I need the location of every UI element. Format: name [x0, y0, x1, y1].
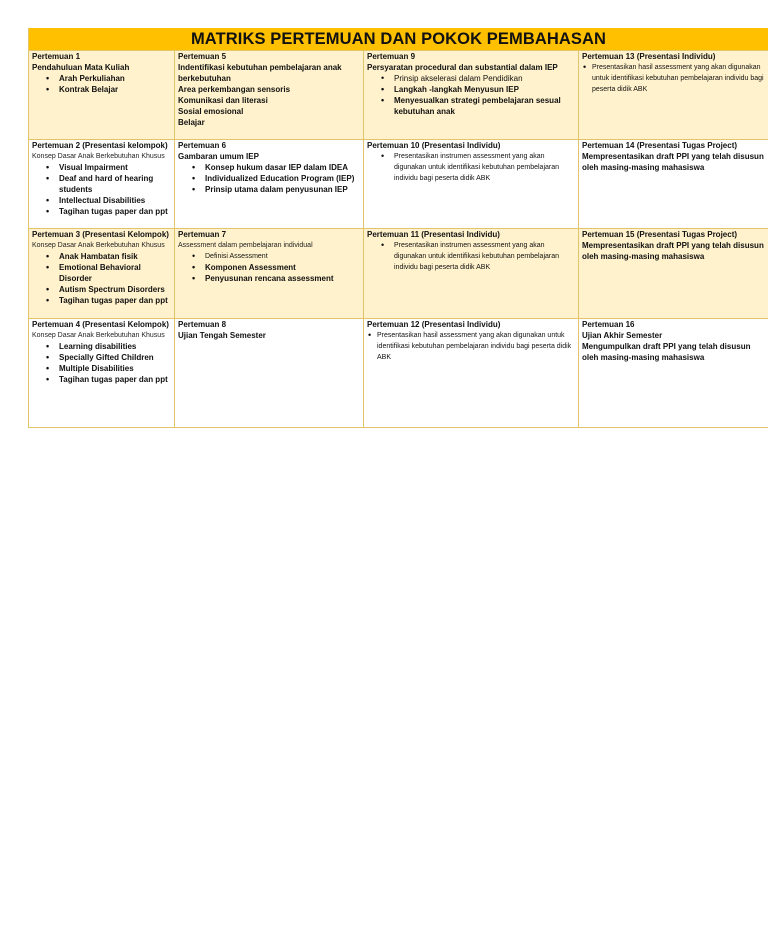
list-item: • Anak Hambatan fisik — [59, 251, 171, 262]
meeting-header: Pertemuan 2 (Presentasi kelompok) — [32, 141, 168, 150]
list-item: • Konsep hukum dasar IEP dalam IDEA — [205, 162, 360, 173]
list-item: • Prinsip utama dalam penyusunan IEP — [205, 184, 360, 195]
topic-list — [367, 330, 575, 363]
list-item: • Learning disabilities — [59, 341, 171, 352]
meeting-matrix-table — [28, 50, 768, 428]
meeting-topic: Ujian Akhir Semester — [582, 331, 663, 340]
topic-list — [178, 262, 360, 284]
list-item: • Emotional Behavioral Disorder — [59, 262, 171, 284]
list-item: • Penyusunan rencana assessment — [205, 273, 360, 284]
topic-list — [32, 341, 171, 385]
list-item: • Tagihan tugas paper dan ppt — [59, 295, 171, 306]
meeting-header: Pertemuan 12 (Presentasi Individu) — [367, 320, 501, 329]
page-title: MATRIKS PERTEMUAN DAN POKOK PEMBAHASAN — [28, 28, 768, 50]
meeting-header: Pertemuan 10 (Presentasi Individu) — [367, 141, 501, 150]
topic-list — [32, 162, 171, 217]
list-item: • Visual Impairment — [59, 162, 171, 173]
meeting-cell-11 — [364, 229, 579, 319]
list-item: • Intellectual Disabilities — [59, 195, 171, 206]
topic-list — [367, 240, 575, 273]
meeting-topic: Mempresentasikan draft PPI yang telah disusun oleh masing-masing mahasiswa — [582, 241, 764, 261]
meeting-cell-1 — [29, 51, 175, 140]
table-row — [29, 51, 768, 140]
meeting-cell-13 — [579, 51, 768, 140]
meeting-cell-16 — [579, 319, 768, 428]
list-item: • Definisi Assessment — [205, 251, 360, 262]
meeting-subtopic: Konsep Dasar Anak Berkebutuhan Khusus — [32, 153, 165, 160]
meeting-subtopic: Konsep Dasar Anak Berkebutuhan Khusus — [32, 242, 165, 249]
meeting-cell-8 — [175, 319, 364, 428]
meeting-cell-6 — [175, 140, 364, 229]
meeting-cell-5 — [175, 51, 364, 140]
list-item: • Arah Perkuliahan — [59, 73, 171, 84]
meeting-cell-2 — [29, 140, 175, 229]
meeting-topic: Mempresentasikan draft PPI yang telah disusun oleh masing-masing mahasiswa — [582, 152, 764, 172]
meeting-header: Pertemuan 16 — [582, 320, 635, 329]
meeting-header: Pertemuan 1 — [32, 52, 81, 61]
topic-list — [582, 62, 765, 95]
topic-list — [32, 251, 171, 306]
meeting-topic: Ujian Tengah Semester — [178, 331, 266, 340]
list-item: • Tagihan tugas paper dan ppt — [59, 374, 171, 385]
meeting-topic: Komunikasi dan literasi — [178, 96, 268, 105]
list-item: • Deaf and hard of hearing students — [59, 173, 171, 195]
meeting-header: Pertemuan 4 (Presentasi Kelompok) — [32, 320, 169, 329]
meeting-topic: Sosial emosional — [178, 107, 244, 116]
meeting-topic: Persyaratan procedural dan substantial dalam IEP — [367, 63, 558, 72]
meeting-topic: Gambaran umum IEP — [178, 152, 259, 161]
meeting-header: Pertemuan 3 (Presentasi Kelompok) — [32, 230, 169, 239]
meeting-topic: Mengumpulkan draft PPI yang telah disusun oleh masing-masing mahasiswa — [582, 342, 751, 362]
topic-list — [367, 84, 575, 117]
meeting-cell-3 — [29, 229, 175, 319]
meeting-cell-9 — [364, 51, 579, 140]
list-item: • Komponen Assessment — [205, 262, 360, 273]
list-item: • Individualized Education Program (IEP) — [205, 173, 360, 184]
meeting-header: Pertemuan 9 — [367, 52, 416, 61]
list-item: • Langkah -langkah Menyusun IEP — [394, 84, 575, 95]
meeting-header: Pertemuan 15 (Presentasi Tugas Project) — [582, 230, 738, 239]
meeting-cell-4 — [29, 319, 175, 428]
document-page — [28, 28, 768, 428]
meeting-header: Pertemuan 5 — [178, 52, 227, 61]
list-item: • Presentasikan instrumen assessment yang akan digunakan untuk identifikasi kebutuhan pembelajaran individu bagi peserta didik ABK — [394, 240, 575, 273]
meeting-cell-12 — [364, 319, 579, 428]
table-row — [29, 319, 768, 428]
meeting-cell-15 — [579, 229, 768, 319]
topic-list — [32, 73, 171, 95]
meeting-header: Pertemuan 8 — [178, 320, 227, 329]
meeting-subtopic: Assessment dalam pembelajaran individual — [178, 242, 313, 249]
meeting-topic: Indentifikasi kebutuhan pembelajaran anak berkebutuhan — [178, 63, 342, 83]
meeting-header: Pertemuan 11 (Presentasi Individu) — [367, 230, 500, 239]
meeting-cell-7 — [175, 229, 364, 319]
list-item: • Presentasikan hasil assessment yang akan digunakan untuk identifikasi kebutuhan pembelajaran individu bagi peserta didik ABK — [377, 330, 575, 363]
list-item: • Kontrak Belajar — [59, 84, 171, 95]
topic-list — [178, 251, 360, 262]
list-item: • Menyesualkan strategi pembelajaran sesual kebutuhan anak — [394, 95, 575, 117]
list-item: • Specially Gifted Children — [59, 352, 171, 363]
meeting-header: Pertemuan 14 (Presentasi Tugas Project) — [582, 141, 738, 150]
topic-list — [367, 151, 575, 184]
list-item: • Multiple Disabilities — [59, 363, 171, 374]
meeting-header: Pertemuan 6 — [178, 141, 227, 150]
meeting-cell-14 — [579, 140, 768, 229]
meeting-header: Pertemuan 7 — [178, 230, 227, 239]
table-row — [29, 229, 768, 319]
list-item: • Autism Spectrum Disorders — [59, 284, 171, 295]
meeting-topic: Belajar — [178, 118, 205, 127]
meeting-topic: Pendahuluan Mata Kuliah — [32, 63, 130, 72]
table-row — [29, 140, 768, 229]
topic-list — [178, 162, 360, 195]
meeting-subtopic: Konsep Dasar Anak Berkebutuhan Khusus — [32, 332, 165, 339]
list-item: • Presentasikan instrumen assessment yang akan digunakan untuk identifikasi kebutuhan pembelajaran individu bagi peserta didik ABK — [394, 151, 575, 184]
list-item: • Presentasikan hasil assessment yang akan digunakan untuk identifikasi kebutuhan pembelajaran individu bagi peserta didik ABK — [592, 62, 765, 95]
list-item: • Prinsip akselerasi dalam Pendidikan — [394, 73, 575, 84]
meeting-cell-10 — [364, 140, 579, 229]
topic-list — [367, 73, 575, 84]
list-item: • Tagihan tugas paper dan ppt — [59, 206, 171, 217]
meeting-topic: Area perkembangan sensoris — [178, 85, 291, 94]
meeting-header: Pertemuan 13 (Presentasi Individu) — [582, 52, 716, 61]
